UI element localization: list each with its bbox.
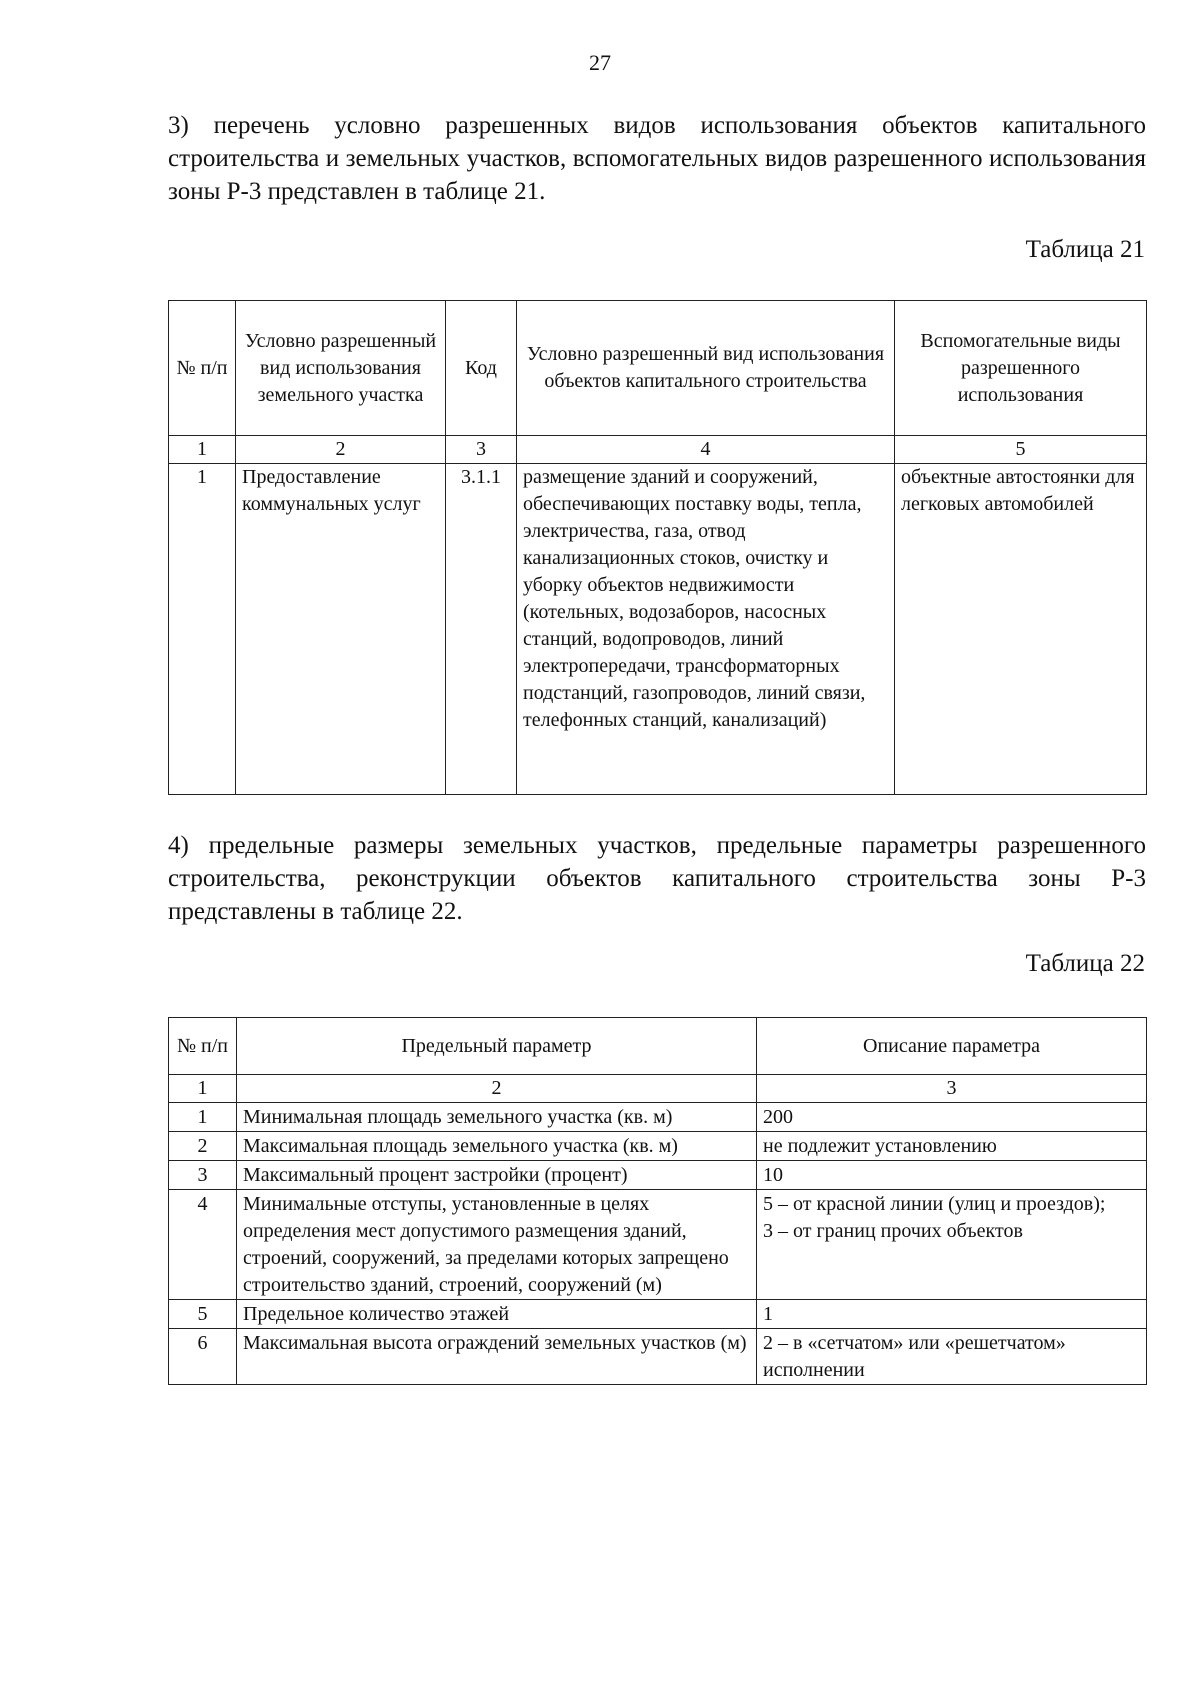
- table21-caption: Таблица 21: [1025, 236, 1145, 263]
- table22-caption: Таблица 22: [1025, 950, 1145, 977]
- table22-row-num: 4: [169, 1190, 237, 1300]
- table21-colnum-4: 4: [517, 436, 895, 464]
- table21-row-auxiliary-use: объектные автостоянки для легковых автомобилей: [895, 464, 1147, 795]
- table21-row-num: 1: [169, 464, 236, 795]
- table22-row-description: 200: [757, 1103, 1147, 1132]
- table21-header-construction-use: Условно разрешенный вид использования объектов капитального строительства: [517, 301, 895, 436]
- table22-row-description: 10: [757, 1161, 1147, 1190]
- table22-colnum-1: 1: [169, 1075, 237, 1103]
- table22-row-num: 5: [169, 1300, 237, 1329]
- table22-colnum-3: 3: [757, 1075, 1147, 1103]
- table21-header-auxiliary-use: Вспомогательные виды разрешенного использования: [895, 301, 1147, 436]
- table22-row-description: 2 – в «сетчатом» или «решетчатом» исполнении: [757, 1329, 1147, 1385]
- table22-row-description: [757, 1190, 1147, 1300]
- table21-row-construction-use: размещение зданий и сооружений, обеспечивающих поставку воды, тепла, электричества, газа, отвод канализационных стоков, очистку и уборку объектов недвижимости (котельных, водозаборов, насосных станций, водопроводов, линий электропередачи, трансформаторных подстанций, газопроводов, линий связи, телефонных станций, канализаций): [517, 464, 895, 795]
- paragraph-table21-intro: 3) перечень условно разрешенных видов использования объектов капитального строительства и земельных участков, вспомогательных видов разрешенного использования зоны Р-3 представлен в таблице 21.: [168, 112, 1146, 205]
- table22-header-num: № п/п: [169, 1018, 237, 1075]
- table22-row-description: 1: [757, 1300, 1147, 1329]
- table22-row-parameter: Предельное количество этажей: [237, 1300, 757, 1329]
- table21-colnum-1: 1: [169, 436, 236, 464]
- table21-header-row: [169, 301, 1147, 436]
- table-row: [169, 1190, 1147, 1300]
- table22-row-num: 3: [169, 1161, 237, 1190]
- table21-header-num: № п/п: [169, 301, 236, 436]
- table21: [168, 300, 1147, 795]
- table-row: [169, 1132, 1147, 1161]
- table-row: [169, 1300, 1147, 1329]
- table-row: [169, 464, 1147, 795]
- table-row: [169, 1103, 1147, 1132]
- table22-row-parameter: Минимальные отступы, установленные в целях определения мест допустимого размещения зданий, строений, сооружений, за пределами которых запрещено строительство зданий, строений, сооружений (м): [237, 1190, 757, 1300]
- table-row: [169, 1329, 1147, 1385]
- table22-column-numbers-row: [169, 1075, 1147, 1103]
- table22-header-parameter: Предельный параметр: [237, 1018, 757, 1075]
- table22-description-line: 3 – от границ прочих объектов: [763, 1220, 1023, 1242]
- table22-colnum-2: 2: [237, 1075, 757, 1103]
- table21-colnum-3: 3: [446, 436, 517, 464]
- table21-row-code: 3.1.1: [446, 464, 517, 795]
- table22-description-line: 5 – от красной линии (улиц и проездов);: [763, 1193, 1106, 1215]
- table21-column-numbers-row: [169, 436, 1147, 464]
- table22-row-num: 6: [169, 1329, 237, 1385]
- table21-row-land-use: Предоставление коммунальных услуг: [236, 464, 446, 795]
- table22: [168, 1017, 1147, 1385]
- table21-colnum-2: 2: [236, 436, 446, 464]
- table22-row-description: не подлежит установлению: [757, 1132, 1147, 1161]
- table22-header-row: [169, 1018, 1147, 1075]
- table21-colnum-5: 5: [895, 436, 1147, 464]
- table21-header-land-use: Условно разрешенный вид использования земельного участка: [236, 301, 446, 436]
- table22-row-num: 2: [169, 1132, 237, 1161]
- page-number: 27: [589, 50, 611, 75]
- paragraph-table22-intro: 4) предельные размеры земельных участков, предельные параметры разрешенного строительства, реконструкции объектов капитального строительства зоны Р-3 представлены в таблице 22.: [168, 832, 1146, 925]
- table-row: [169, 1161, 1147, 1190]
- table22-row-parameter: Максимальная высота ограждений земельных участков (м): [237, 1329, 757, 1385]
- table22-row-parameter: Максимальный процент застройки (процент): [237, 1161, 757, 1190]
- table21-header-code: Код: [446, 301, 517, 436]
- table22-row-parameter: Максимальная площадь земельного участка (кв. м): [237, 1132, 757, 1161]
- table22-header-description: Описание параметра: [757, 1018, 1147, 1075]
- table22-row-num: 1: [169, 1103, 237, 1132]
- table22-row-parameter: Минимальная площадь земельного участка (кв. м): [237, 1103, 757, 1132]
